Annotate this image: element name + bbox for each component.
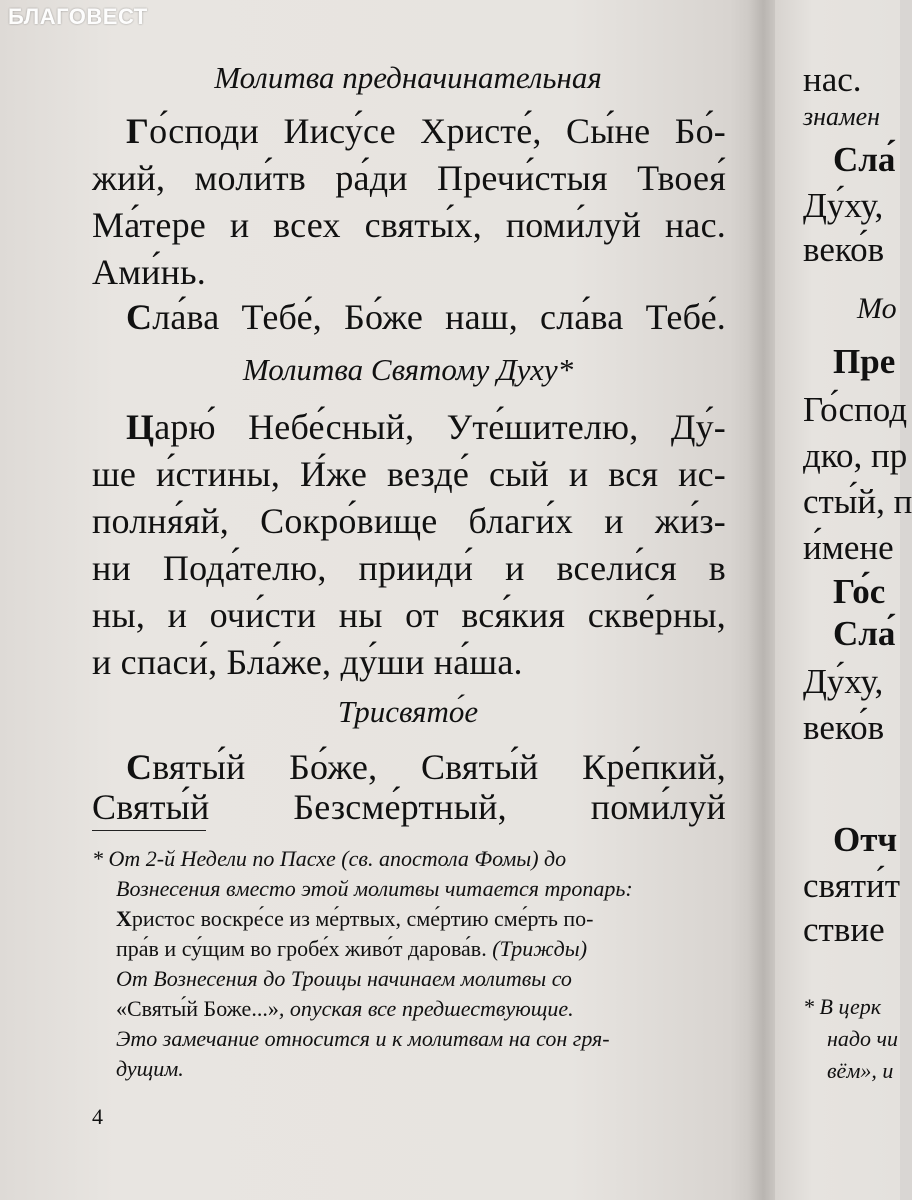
- text-line: Ду́ху,: [803, 662, 884, 701]
- text-run: ны, и очи́сти ны от вся́кия скве́рны,: [92, 595, 726, 635]
- text-line: [92, 641, 523, 683]
- text-run: Сла́: [833, 140, 896, 179]
- drop-letter: С: [126, 297, 153, 337]
- text-run: Отч: [833, 820, 898, 859]
- text-line: и́мене: [803, 528, 894, 567]
- text-run: о́споди Иису́се Христе́, Сы́не Бо́-: [149, 111, 726, 151]
- text-run: жий, моли́тв ра́ди Пречи́стыя Твоея́: [92, 158, 726, 198]
- footnote-line: дущим.: [116, 1056, 184, 1081]
- text-line: [92, 157, 726, 199]
- drop-letter: Г: [126, 111, 150, 151]
- drop-letter: Ц: [126, 407, 155, 447]
- text-line: [833, 342, 895, 382]
- footnote-line: [116, 906, 593, 932]
- text-line: Го́спод: [803, 390, 908, 429]
- footnote-line: [116, 996, 574, 1022]
- footnote-line: [116, 936, 587, 962]
- footnote-line: вём», и: [827, 1058, 894, 1083]
- text-run: Го́с: [833, 572, 886, 611]
- text-line: [92, 296, 726, 338]
- text-line: знамен: [803, 102, 881, 131]
- text-line: ствие: [803, 910, 885, 949]
- text-run: ни Пода́телю, прииди́ и всели́ся в: [92, 548, 726, 588]
- text-line: веко́в: [803, 230, 885, 269]
- text-line: [92, 251, 206, 293]
- text-run: и спаси́, Бла́же, ду́ши на́ша.: [92, 642, 523, 682]
- text-run: ристос воскре́се из ме́ртвых, сме́ртию сме́рть по-: [131, 906, 594, 931]
- text-run: , опуская все предшествующие.: [278, 996, 574, 1021]
- text-line: нас.: [803, 60, 862, 99]
- text-line: [833, 140, 895, 180]
- section-title-holy-spirit: Молитва Святому Духу*: [242, 352, 574, 387]
- footnote-line: Это замечание относится и к молитвам на сон гря-: [116, 1026, 610, 1051]
- text-line: [92, 594, 726, 636]
- text-line: [833, 614, 895, 654]
- text-run: Святы́й Безсме́ртный, поми́луй: [92, 787, 726, 827]
- text-line: [92, 110, 726, 152]
- text-run: ше и́стины, И́же везде́ сый и вся ис-: [92, 454, 726, 494]
- text-run-italic: (Трижды): [492, 936, 588, 961]
- text-line: Мо: [857, 292, 897, 325]
- drop-letter: С: [126, 747, 153, 787]
- text-line: [833, 820, 897, 860]
- footnote-rule: [92, 830, 206, 831]
- text-line: [92, 786, 726, 828]
- text-line: [92, 746, 726, 788]
- text-run: вяты́й Бо́же, Святы́й Кре́пкий,: [152, 747, 726, 787]
- footnote-line: Вознесения вместо этой молитвы читается тропарь:: [116, 876, 633, 901]
- text-line: [92, 406, 726, 448]
- text-run: ла́ва Тебе́, Бо́же наш, сла́ва Тебе́.: [152, 297, 726, 337]
- watermark-logo: БЛАГОВЕСТ: [8, 4, 148, 29]
- footnote-line: надо чи: [827, 1026, 899, 1051]
- text-run: пра́в и су́щим во гробе́х живо́т дарова́в.: [116, 936, 493, 961]
- text-line: святи́т: [803, 866, 901, 905]
- text-line: [92, 500, 726, 542]
- right-page: [775, 0, 912, 1200]
- page-number: 4: [92, 1104, 103, 1129]
- text-line: сты́й, п: [803, 482, 912, 521]
- text-run: полня́яй, Сокро́вище благи́х и жи́з-: [92, 501, 726, 541]
- text-line: [833, 572, 885, 612]
- text-line: Ду́ху,: [803, 186, 884, 225]
- text-line: [92, 547, 726, 589]
- footnote-line: От Вознесения до Троицы начинаем молитвы со: [116, 966, 572, 991]
- drop-letter: Х: [116, 906, 132, 931]
- text-line: дко, пр: [803, 436, 908, 475]
- text-run: Ма́тере и всех святы́х, поми́луй нас.: [92, 205, 726, 245]
- text-run: Сла́: [833, 614, 896, 653]
- text-line: [92, 204, 726, 246]
- section-title-opening-prayer: Молитва предначинательная: [214, 60, 602, 95]
- text-line: веко́в: [803, 708, 885, 747]
- text-run: Ами́нь.: [92, 252, 206, 292]
- text-run: арю́ Небе́сный, Уте́шителю, Ду́-: [154, 407, 726, 447]
- footnote-line: * В церк: [803, 994, 882, 1019]
- footnote-line: * От 2-й Недели по Пасхе (св. апостола Фомы) до: [92, 846, 567, 871]
- text-line: [92, 453, 726, 495]
- text-run-upright: «Святы́й Боже...»: [116, 996, 279, 1021]
- text-run: Пре: [833, 342, 896, 381]
- section-title-trisagion: Трисвято́е: [337, 694, 479, 729]
